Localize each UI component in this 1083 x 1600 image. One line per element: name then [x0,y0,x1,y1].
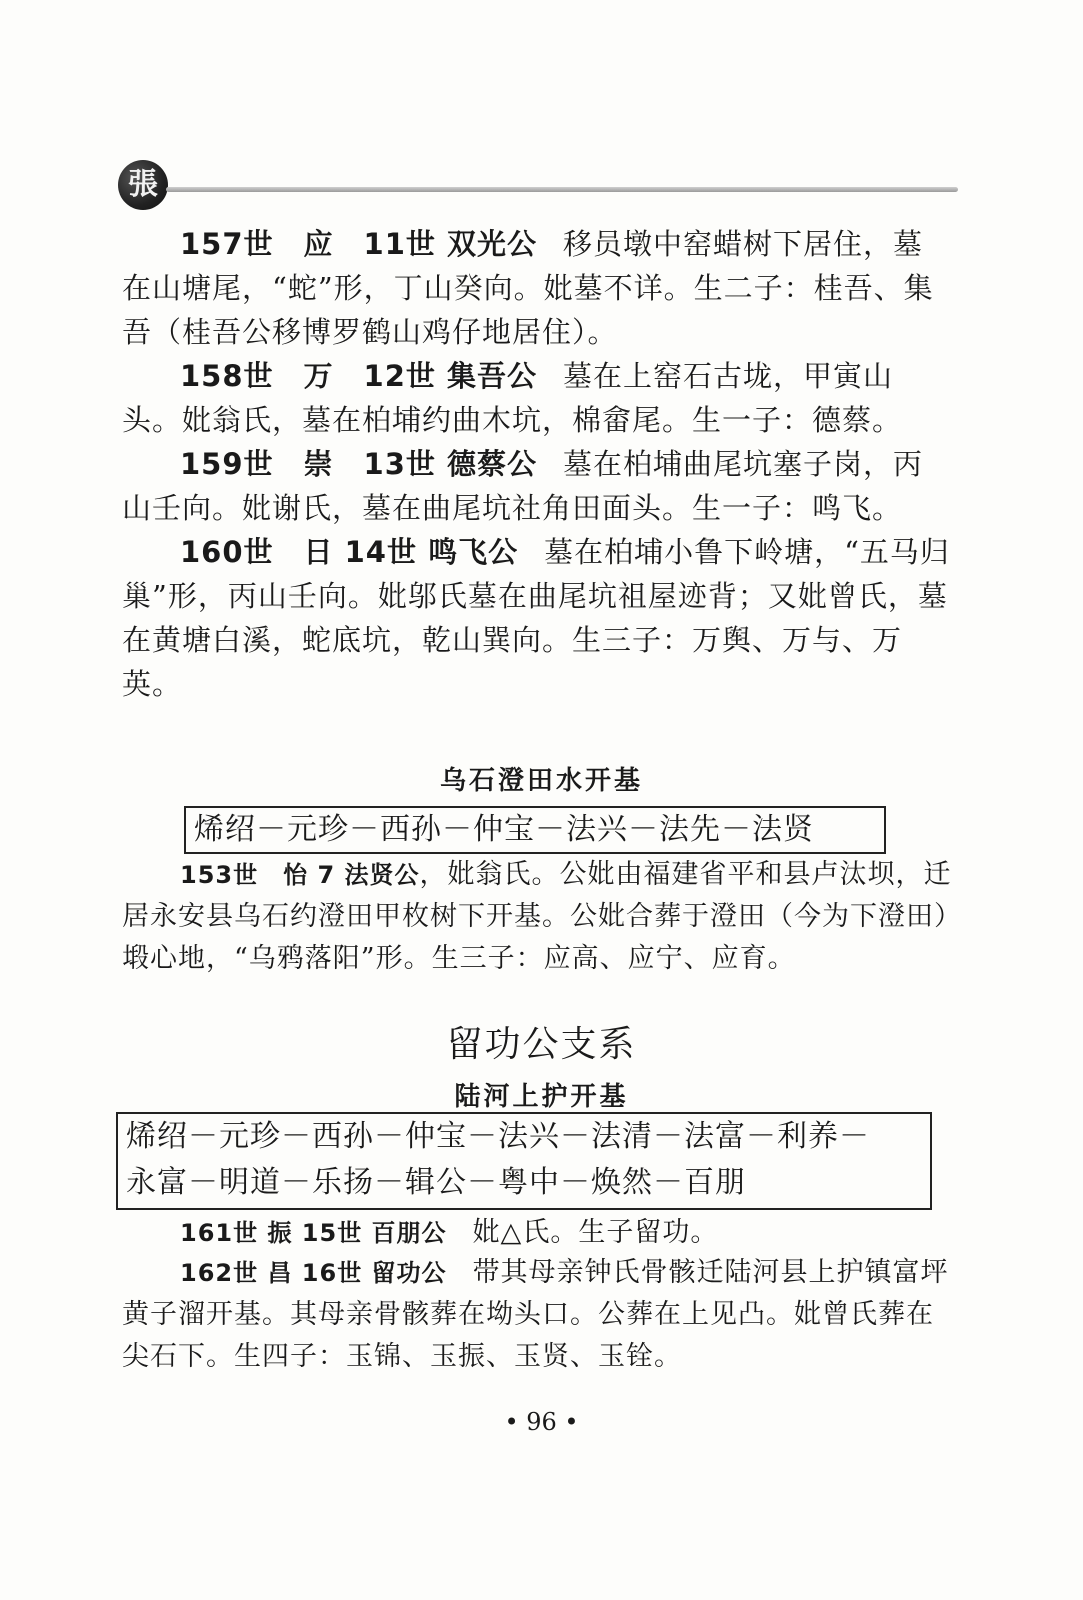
lineage-line-2: 永富－明道－乐扬－辑公－粤中－焕然－百朋 [126,1165,746,1200]
section-title-wushi: 乌石澄田水开基 [439,766,643,796]
branch-title: 留功公支系 [446,1024,637,1065]
entry-lead: 157世 应 11世 双光公 [180,227,537,261]
entry-text: 墓在柏埔小鲁下岭塘，“五马归巢”形，丙山壬向。妣邬氏墓在曲尾坑祖屋迹背；又妣曾氏，墓在黄塘白溪，蛇底坑，乾山巽向。生三子：万舆、万与、万英。 [122,535,950,701]
page-number: • 96 • [504,1408,579,1436]
entry-161 [122,1212,952,1254]
lineage-box-wushi [184,806,886,854]
lineage-line-1: 烯绍－元珍－西孙－仲宝－法兴－法清－法富－利养－ [126,1119,870,1154]
entry-text: 墓在上窑石古垅，甲寅山头。妣翁氏，墓在柏埔约曲木坑，棉畲尾。生一子：德蔡。 [122,359,903,437]
entry-text: 妣△氏。生子留功。 [472,1217,719,1248]
entry-lead: 158世 万 12世 集吾公 [180,359,537,393]
lineage-text: 烯绍－元珍－西孙－仲宝－法兴－法先－法贤 [194,812,814,847]
entry-153 [122,854,952,980]
entry-lead: 161世 振 15世 百朋公 [180,1219,447,1247]
entry-text: ，妣翁氏。公妣由福建省平和县卢汰坝，迁居永安县乌石约澄田甲枚树下开基。公妣合葬于澄田（今为下澄田）塅心地，“乌鸦落阳”形。生三子：应高、应宁、应育。 [122,859,952,974]
header-rule [166,187,958,192]
entry-text: 带其母亲钟氏骨骸迁陆河县上护镇富坪黄子溜开基。其母亲骨骸葬在坳头口。公葬在上见凸。妣曾氏葬在尖石下。生四子：玉锦、玉振、玉贤、玉铨。 [122,1257,949,1372]
entry-lead: 162世 昌 16世 留功公 [180,1259,447,1287]
section-title-luhe: 陆河上护开基 [454,1082,629,1112]
entry-lead: 153世 怡 7 法贤公 [180,861,420,889]
lineage-box-luhe [116,1112,932,1210]
surname-seal-icon: 張 [118,160,168,210]
entry-lead: 159世 崇 13世 德蔡公 [180,447,537,481]
entry-162 [122,1252,952,1378]
entry-lead: 160世 日 14世 鸣飞公 [180,535,519,569]
entry-158 [122,354,952,442]
entry-160 [122,530,952,706]
entry-text: 墓在柏埔曲尾坑塞子岗，丙山壬向。妣谢氏，墓在曲尾坑社角田面头。生一子：鸣飞。 [122,447,924,525]
page-header [118,160,958,210]
entry-159 [122,442,952,530]
entry-text: 移员墩中窑蜡树下居住，墓在山塘尾，“蛇”形，丁山癸向。妣墓不详。生二子：桂吾、集吾（桂吾公移博罗鹤山鸡仔地居住）。 [122,227,934,349]
entry-157 [122,222,952,354]
